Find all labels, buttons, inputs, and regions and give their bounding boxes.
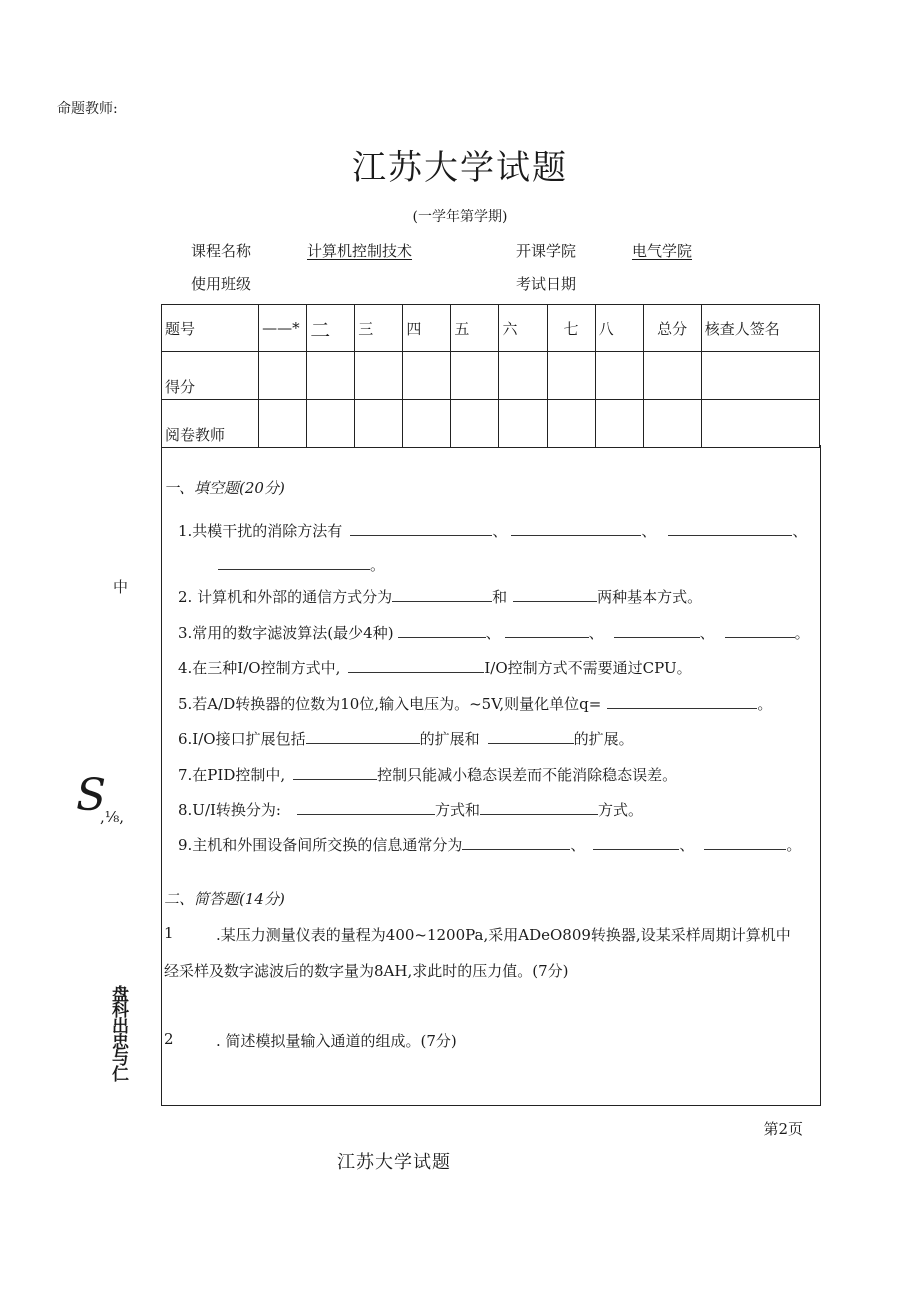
score-cell[interactable]: [595, 352, 643, 400]
separator: 。: [757, 695, 773, 713]
grader-cell[interactable]: [701, 400, 819, 448]
course-value: 计算机控制技术: [307, 242, 413, 260]
row-header: 阅卷教师: [162, 400, 259, 448]
grader-cell[interactable]: [403, 400, 451, 448]
answer-blank[interactable]: [614, 623, 700, 638]
footer-title: 江苏大学试题: [337, 1152, 451, 1173]
separator: 、: [679, 836, 695, 854]
separator: 。: [370, 556, 386, 574]
answer-blank[interactable]: [668, 521, 792, 536]
score-cell[interactable]: [451, 352, 499, 400]
college-label: 开课学院: [516, 242, 577, 260]
score-cell[interactable]: [259, 352, 307, 400]
grader-cell[interactable]: [259, 400, 307, 448]
col-header: 核查人签名: [701, 305, 819, 352]
grader-row: [162, 400, 820, 448]
question-4: [178, 657, 692, 678]
question-text: . 简述模拟量输入通道的组成。(7分): [216, 1032, 457, 1050]
answer-blank[interactable]: [218, 555, 370, 570]
question-2: [178, 586, 702, 607]
separator: 、: [570, 836, 586, 854]
question-text: 5.若A/D转换器的位数为10位,输入电压为。~5V,则量化单位q=: [178, 695, 602, 713]
question-text: 和: [492, 588, 508, 606]
grader-cell[interactable]: [355, 400, 403, 448]
question-text: 方式和: [435, 801, 481, 819]
separator: 、: [699, 624, 715, 642]
score-cell[interactable]: [547, 352, 595, 400]
question-text: 9.主机和外围设备间所交换的信息通常分为: [178, 836, 463, 854]
answer-blank[interactable]: [513, 587, 597, 602]
question-text: 的扩展。: [573, 730, 634, 748]
question-num: 2: [164, 1030, 174, 1048]
page-number: 第2页: [763, 1120, 803, 1138]
answer-blank[interactable]: [511, 521, 641, 536]
answer-blank[interactable]: [725, 623, 795, 638]
question-text: 2. 计算机和外部的通信方式分为: [178, 588, 393, 606]
question-text: 的扩展和: [419, 730, 480, 748]
answer-blank[interactable]: [392, 587, 492, 602]
exam-date-label: 考试日期: [516, 275, 577, 293]
section-heading: 二、简答题(14分): [164, 890, 285, 908]
question-text: .某压力测量仪表的量程为400~1200Pa,采用ADeO809转换器,设某采样周期计算机中: [216, 926, 791, 944]
col-header: 三: [355, 305, 403, 352]
separator: 、: [492, 522, 508, 540]
margin-vertical-text: 盘科出忠与仁: [108, 985, 128, 1081]
question-7: [178, 764, 677, 785]
col-header: 七: [547, 305, 595, 352]
question-8: [178, 799, 643, 820]
question-9: [178, 834, 801, 855]
score-table-header-row: [162, 305, 820, 352]
page-title: 江苏大学试题: [352, 148, 568, 188]
answer-blank[interactable]: [480, 800, 598, 815]
question-text: I/O控制方式不需要通过CPU。: [484, 659, 692, 677]
grader-cell[interactable]: [307, 400, 355, 448]
score-cell[interactable]: [403, 352, 451, 400]
class-label: 使用班级: [191, 275, 252, 293]
margin-s-suffix: ,⅛,: [100, 808, 125, 826]
answer-blank[interactable]: [350, 521, 492, 536]
col-header: ——*: [259, 305, 307, 352]
question-text: 8.U/I转换分为:: [178, 801, 281, 819]
course-label: 课程名称: [191, 242, 252, 260]
answer-blank[interactable]: [462, 835, 570, 850]
answer-blank[interactable]: [297, 800, 435, 815]
question-num: 1: [164, 924, 174, 942]
question-box: [161, 445, 821, 1106]
col-header: 二: [307, 305, 355, 352]
grader-cell[interactable]: [499, 400, 547, 448]
question-text: 方式。: [598, 801, 644, 819]
grader-cell[interactable]: [595, 400, 643, 448]
separator: 、: [485, 624, 501, 642]
col-header: 八: [595, 305, 643, 352]
score-cell[interactable]: [307, 352, 355, 400]
answer-blank[interactable]: [607, 694, 757, 709]
col-header: 六: [499, 305, 547, 352]
answer-blank[interactable]: [593, 835, 679, 850]
answer-blank[interactable]: [505, 623, 589, 638]
score-cell[interactable]: [355, 352, 403, 400]
col-header: 总分: [643, 305, 701, 352]
answer-blank[interactable]: [488, 729, 574, 744]
col-header: 五: [451, 305, 499, 352]
question-6: [178, 728, 634, 749]
grader-cell[interactable]: [643, 400, 701, 448]
separator: 、: [588, 624, 604, 642]
question-5: [178, 693, 772, 714]
semester-line: (一学年第学期): [412, 209, 508, 225]
row-header: 得分: [162, 352, 259, 400]
question-text: 经采样及数字滤波后的数字量为8AH,求此时的压力值。(7分): [164, 962, 569, 980]
question-text: 7.在PID控制中,: [178, 766, 286, 784]
college-value: 电气学院: [632, 242, 693, 260]
question-text: 1.共模干扰的消除方法有: [178, 522, 343, 540]
answer-blank[interactable]: [306, 729, 420, 744]
score-cell[interactable]: [701, 352, 819, 400]
score-table: [161, 304, 820, 448]
separator: 。: [786, 836, 802, 854]
section-heading: 一、填空题(20分): [164, 479, 285, 497]
question-text: 控制只能减小稳态误差而不能消除稳态误差。: [377, 766, 678, 784]
question-3: [178, 622, 810, 643]
score-cell[interactable]: [499, 352, 547, 400]
question-1: [178, 520, 807, 541]
question-text: 两种基本方式。: [597, 588, 703, 606]
answer-blank[interactable]: [398, 623, 486, 638]
answer-blank[interactable]: [704, 835, 786, 850]
question-text: 6.I/O接口扩展包括: [178, 730, 306, 748]
question-1-cont: [178, 554, 385, 575]
answer-blank[interactable]: [348, 658, 484, 673]
score-cell[interactable]: [643, 352, 701, 400]
teacher-label: 命题教师:: [57, 101, 118, 117]
margin-s-mark: S: [76, 770, 107, 821]
separator: 、: [792, 522, 808, 540]
grader-cell[interactable]: [451, 400, 499, 448]
separator: 。: [794, 624, 810, 642]
grader-cell[interactable]: [547, 400, 595, 448]
separator: 、: [641, 522, 657, 540]
col-header: 题号: [162, 305, 259, 352]
col-header: 四: [403, 305, 451, 352]
question-text: 4.在三种I/O控制方式中,: [178, 659, 341, 677]
question-text: 3.常用的数字滤波算法(最少4种): [178, 624, 394, 642]
answer-blank[interactable]: [293, 765, 377, 780]
score-row: [162, 352, 820, 400]
margin-char: 中: [113, 578, 129, 596]
